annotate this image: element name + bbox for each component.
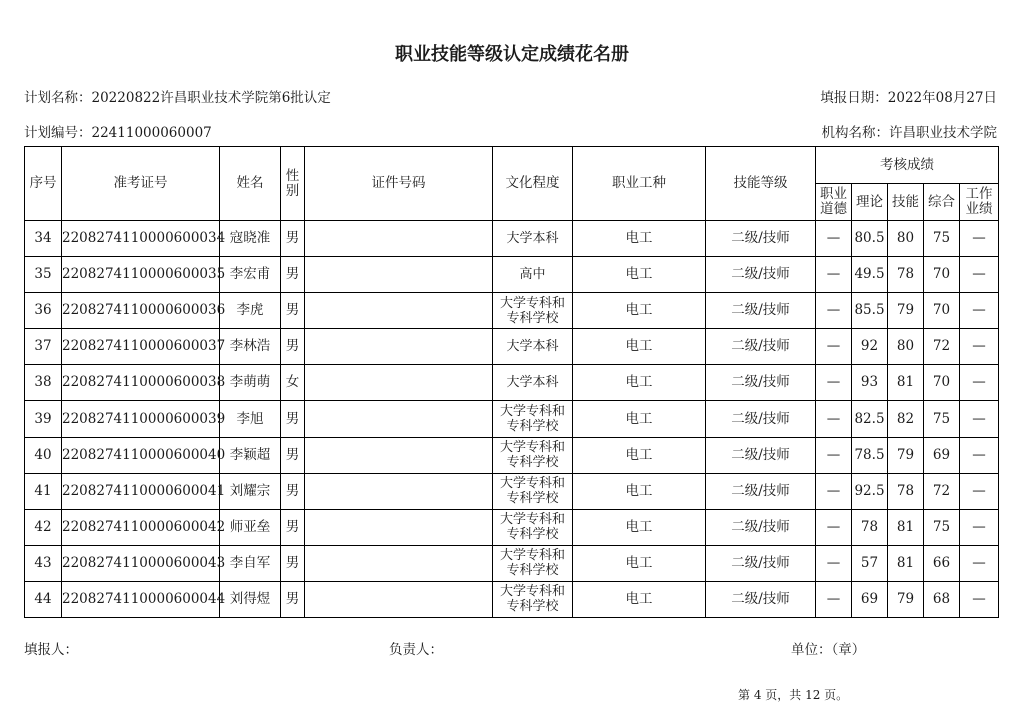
cell-gender: 女 — [281, 365, 305, 401]
header-overall: 综合 — [924, 184, 960, 221]
filler-label: 填报人： — [24, 642, 78, 658]
cell-skill-level: 二级/技师 — [706, 581, 816, 617]
cell-work-performance: — — [960, 509, 999, 545]
cell-ticket: 2208274110000600035 — [62, 257, 220, 293]
cell-ticket: 2208274110000600044 — [62, 581, 220, 617]
cell-ethics: — — [816, 329, 852, 365]
cell-work-performance: — — [960, 329, 999, 365]
cell-id-number — [305, 473, 493, 509]
cell-occupation: 电工 — [573, 509, 706, 545]
cell-theory: 85.5 — [852, 293, 888, 329]
cell-id-number — [305, 221, 493, 257]
cell-name: 李自军 — [220, 545, 281, 581]
cell-overall: 75 — [924, 401, 960, 437]
cell-education: 大学专科和 专科学校 — [493, 401, 573, 437]
cell-work-performance: — — [960, 401, 999, 437]
header-skill-level: 技能等级 — [706, 147, 816, 221]
cell-id-number — [305, 509, 493, 545]
cell-occupation: 电工 — [573, 329, 706, 365]
cell-name: 李颖超 — [220, 437, 281, 473]
cell-overall: 69 — [924, 437, 960, 473]
cell-id-number — [305, 365, 493, 401]
cell-gender: 男 — [281, 221, 305, 257]
table-row — [25, 473, 999, 509]
cell-theory: 69 — [852, 581, 888, 617]
cell-id-number — [305, 293, 493, 329]
table-row — [25, 545, 999, 581]
cell-gender: 男 — [281, 437, 305, 473]
cell-name: 师亚垒 — [220, 509, 281, 545]
score-roster-table — [24, 146, 999, 618]
header-ethics: 职业 道德 — [816, 184, 852, 221]
cell-id-number — [305, 437, 493, 473]
cell-occupation: 电工 — [573, 473, 706, 509]
cell-gender: 男 — [281, 329, 305, 365]
cell-ethics: — — [816, 545, 852, 581]
cell-ethics: — — [816, 473, 852, 509]
cell-gender: 男 — [281, 545, 305, 581]
cell-ethics: — — [816, 401, 852, 437]
cell-skill: 78 — [888, 257, 924, 293]
cell-education: 大学专科和 专科学校 — [493, 545, 573, 581]
cell-education: 大学专科和 专科学校 — [493, 293, 573, 329]
cell-name: 李宏甫 — [220, 257, 281, 293]
cell-name: 李虎 — [220, 293, 281, 329]
cell-overall: 70 — [924, 293, 960, 329]
table-row — [25, 221, 999, 257]
cell-id-number — [305, 329, 493, 365]
cell-name: 刘耀宗 — [220, 473, 281, 509]
page-title: 职业技能等级认定成绩花名册 — [395, 44, 629, 65]
cell-name: 寇晓准 — [220, 221, 281, 257]
cell-gender: 男 — [281, 293, 305, 329]
cell-gender: 男 — [281, 581, 305, 617]
cell-education: 大学本科 — [493, 221, 573, 257]
cell-skill-level: 二级/技师 — [706, 293, 816, 329]
cell-theory: 92 — [852, 329, 888, 365]
cell-overall: 72 — [924, 329, 960, 365]
cell-occupation: 电工 — [573, 293, 706, 329]
cell-seq: 41 — [25, 473, 62, 509]
cell-seq: 39 — [25, 401, 62, 437]
cell-skill-level: 二级/技师 — [706, 473, 816, 509]
cell-ethics: — — [816, 293, 852, 329]
header-name: 姓名 — [220, 147, 281, 221]
cell-id-number — [305, 401, 493, 437]
cell-seq: 37 — [25, 329, 62, 365]
cell-skill: 79 — [888, 293, 924, 329]
table-row — [25, 329, 999, 365]
cell-seq: 36 — [25, 293, 62, 329]
fill-date: 填报日期：2022年08月27日 — [820, 90, 997, 106]
cell-work-performance: — — [960, 473, 999, 509]
cell-ticket: 2208274110000600038 — [62, 365, 220, 401]
cell-education: 大学专科和 专科学校 — [493, 437, 573, 473]
cell-ticket: 2208274110000600040 — [62, 437, 220, 473]
cell-education: 高中 — [493, 257, 573, 293]
cell-occupation: 电工 — [573, 365, 706, 401]
cell-ticket: 2208274110000600034 — [62, 221, 220, 257]
cell-seq: 43 — [25, 545, 62, 581]
cell-ethics: — — [816, 509, 852, 545]
cell-occupation: 电工 — [573, 581, 706, 617]
cell-ethics: — — [816, 257, 852, 293]
cell-id-number — [305, 545, 493, 581]
cell-overall: 72 — [924, 473, 960, 509]
cell-gender: 男 — [281, 509, 305, 545]
cell-ticket: 2208274110000600043 — [62, 545, 220, 581]
cell-skill: 81 — [888, 509, 924, 545]
cell-skill: 78 — [888, 473, 924, 509]
cell-ethics: — — [816, 581, 852, 617]
cell-skill-level: 二级/技师 — [706, 365, 816, 401]
header-skill: 技能 — [888, 184, 924, 221]
cell-name: 李萌萌 — [220, 365, 281, 401]
cell-skill: 79 — [888, 437, 924, 473]
cell-overall: 75 — [924, 221, 960, 257]
cell-ethics: — — [816, 365, 852, 401]
cell-skill-level: 二级/技师 — [706, 509, 816, 545]
cell-occupation: 电工 — [573, 401, 706, 437]
cell-work-performance: — — [960, 545, 999, 581]
cell-theory: 78.5 — [852, 437, 888, 473]
page-number: 第 4 页，共 12 页。 — [738, 688, 849, 702]
cell-id-number — [305, 581, 493, 617]
table-row — [25, 509, 999, 545]
cell-ethics: — — [816, 221, 852, 257]
organization-name: 机构名称：许昌职业技术学院 — [821, 125, 997, 141]
plan-number: 计划编号：22411000060007 — [24, 125, 212, 141]
cell-gender: 男 — [281, 473, 305, 509]
cell-skill-level: 二级/技师 — [706, 437, 816, 473]
cell-skill-level: 二级/技师 — [706, 257, 816, 293]
cell-education: 大学专科和 专科学校 — [493, 509, 573, 545]
roster-body — [25, 221, 999, 618]
cell-education: 大学本科 — [493, 365, 573, 401]
plan-name: 计划名称：20220822许昌职业技术学院第6批认定 — [24, 90, 331, 106]
cell-work-performance: — — [960, 437, 999, 473]
cell-skill: 80 — [888, 221, 924, 257]
cell-overall: 68 — [924, 581, 960, 617]
cell-occupation: 电工 — [573, 257, 706, 293]
header-work-performance: 工作 业绩 — [960, 184, 999, 221]
cell-seq: 42 — [25, 509, 62, 545]
cell-theory: 82.5 — [852, 401, 888, 437]
table-row — [25, 437, 999, 473]
cell-seq: 38 — [25, 365, 62, 401]
cell-ticket: 2208274110000600036 — [62, 293, 220, 329]
cell-education: 大学专科和 专科学校 — [493, 473, 573, 509]
cell-work-performance: — — [960, 581, 999, 617]
table-row — [25, 401, 999, 437]
cell-gender: 男 — [281, 257, 305, 293]
header-ticket: 准考证号 — [62, 147, 220, 221]
table-row — [25, 257, 999, 293]
cell-ethics: — — [816, 437, 852, 473]
cell-seq: 34 — [25, 221, 62, 257]
cell-theory: 78 — [852, 509, 888, 545]
cell-skill-level: 二级/技师 — [706, 545, 816, 581]
cell-seq: 40 — [25, 437, 62, 473]
cell-education: 大学专科和 专科学校 — [493, 581, 573, 617]
cell-overall: 66 — [924, 545, 960, 581]
responsible-label: 负责人： — [389, 642, 443, 658]
cell-theory: 92.5 — [852, 473, 888, 509]
cell-occupation: 电工 — [573, 437, 706, 473]
cell-theory: 57 — [852, 545, 888, 581]
cell-skill: 79 — [888, 581, 924, 617]
cell-overall: 70 — [924, 365, 960, 401]
cell-skill-level: 二级/技师 — [706, 329, 816, 365]
cell-theory: 80.5 — [852, 221, 888, 257]
cell-occupation: 电工 — [573, 545, 706, 581]
cell-id-number — [305, 257, 493, 293]
cell-seq: 35 — [25, 257, 62, 293]
cell-skill-level: 二级/技师 — [706, 221, 816, 257]
cell-education: 大学本科 — [493, 329, 573, 365]
unit-seal-label: 单位：（章） — [791, 642, 866, 658]
cell-overall: 70 — [924, 257, 960, 293]
cell-gender: 男 — [281, 401, 305, 437]
cell-ticket: 2208274110000600042 — [62, 509, 220, 545]
cell-work-performance: — — [960, 221, 999, 257]
cell-name: 刘得煜 — [220, 581, 281, 617]
cell-name: 李旭 — [220, 401, 281, 437]
cell-work-performance: — — [960, 257, 999, 293]
header-seq: 序号 — [25, 147, 62, 221]
cell-skill: 82 — [888, 401, 924, 437]
cell-skill: 80 — [888, 329, 924, 365]
cell-overall: 75 — [924, 509, 960, 545]
cell-work-performance: — — [960, 293, 999, 329]
header-theory: 理论 — [852, 184, 888, 221]
cell-theory: 49.5 — [852, 257, 888, 293]
cell-theory: 93 — [852, 365, 888, 401]
cell-skill: 81 — [888, 365, 924, 401]
header-scores: 考核成绩 — [816, 147, 999, 184]
header-education: 文化程度 — [493, 147, 573, 221]
header-gender: 性 别 — [281, 147, 305, 221]
cell-work-performance: — — [960, 365, 999, 401]
cell-ticket: 2208274110000600041 — [62, 473, 220, 509]
header-id-number: 证件号码 — [305, 147, 493, 221]
table-row — [25, 365, 999, 401]
cell-skill-level: 二级/技师 — [706, 401, 816, 437]
table-row — [25, 293, 999, 329]
table-row — [25, 581, 999, 617]
cell-occupation: 电工 — [573, 221, 706, 257]
header-occupation: 职业工种 — [573, 147, 706, 221]
cell-seq: 44 — [25, 581, 62, 617]
cell-ticket: 2208274110000600039 — [62, 401, 220, 437]
cell-skill: 81 — [888, 545, 924, 581]
cell-ticket: 2208274110000600037 — [62, 329, 220, 365]
cell-name: 李林浩 — [220, 329, 281, 365]
